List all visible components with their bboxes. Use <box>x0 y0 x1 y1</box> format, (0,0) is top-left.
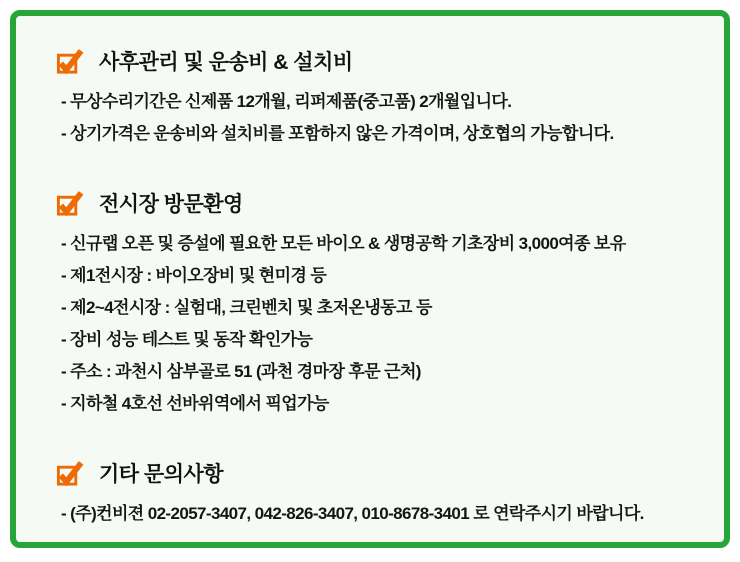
orange-checkbox-icon <box>56 48 84 75</box>
section-aftercare-shipping <box>56 46 706 144</box>
orange-checkbox-icon <box>56 190 84 217</box>
section-showroom-visit <box>56 188 706 414</box>
notice-panel <box>10 10 730 548</box>
notice-line: - 제2~4전시장 : 실험대, 크린벤치 및 초저온냉동고 등 <box>61 298 432 317</box>
section-other-inquiries <box>56 458 706 524</box>
notice-line: - 상기가격은 운송비와 설치비를 포함하지 않은 가격이며, 상호협의 가능합니다. <box>61 124 614 143</box>
notice-line: - 주소 : 과천시 삼부골로 51 (과천 경마장 후문 근처) <box>61 362 421 381</box>
section-body <box>61 234 706 414</box>
section-title: 전시장 방문환영 <box>99 193 243 216</box>
section-title: 기타 문의사항 <box>99 463 224 486</box>
section-body <box>61 504 706 524</box>
notice-line: - (주)컨비젼 02-2057-3407, 042-826-3407, 010-8678-3401 로 연락주시기 바랍니다. <box>61 504 644 523</box>
notice-line: - 지하철 4호선 선바위역에서 픽업가능 <box>61 394 329 413</box>
notice-line: - 장비 성능 테스트 및 동작 확인가능 <box>61 330 313 349</box>
section-header <box>56 46 706 76</box>
section-body <box>61 92 706 144</box>
section-header <box>56 188 706 218</box>
section-title: 사후관리 및 운송비 & 설치비 <box>99 51 353 74</box>
notice-line: - 신규랩 오픈 및 증설에 필요한 모든 바이오 & 생명공학 기초장비 3,000여종 보유 <box>61 234 626 253</box>
section-header <box>56 458 706 488</box>
notice-line: - 무상수리기간은 신제품 12개월, 리퍼제품(중고품) 2개월입니다. <box>61 92 512 111</box>
orange-checkbox-icon <box>56 460 84 487</box>
notice-line: - 제1전시장 : 바이오장비 및 현미경 등 <box>61 266 327 285</box>
